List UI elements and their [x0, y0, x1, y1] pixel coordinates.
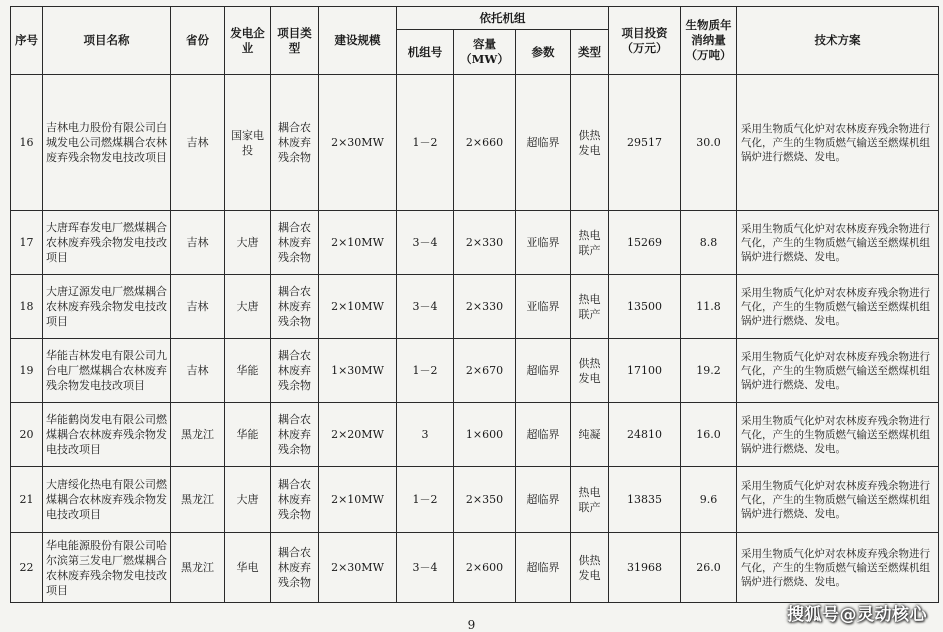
row-biomass: 30.0 [681, 75, 737, 211]
row-investment: 29517 [609, 75, 681, 211]
row-project-type: 耦合农林废弃残余物 [271, 275, 319, 339]
row-unit-no: 1－2 [397, 75, 454, 211]
row-seq: 17 [11, 211, 43, 275]
row-province: 吉林 [171, 339, 225, 403]
row-province: 黑龙江 [171, 533, 225, 603]
row-province: 吉林 [171, 75, 225, 211]
row-tech: 采用生物质气化炉对农林废弃残余物进行气化，产生的生物质燃气输送至燃煤机组锅炉进行燃烧、发电。 [737, 275, 939, 339]
row-province: 吉林 [171, 211, 225, 275]
row-investment: 13835 [609, 467, 681, 533]
row-unit-type: 供热发电 [571, 75, 609, 211]
row-project-type: 耦合农林废弃残余物 [271, 211, 319, 275]
row-scale: 2×20MW [319, 403, 397, 467]
row-scale: 2×30MW [319, 533, 397, 603]
row-seq: 18 [11, 275, 43, 339]
row-capacity: 1×600 [454, 403, 516, 467]
header-province: 省份 [171, 7, 225, 75]
row-project-type: 耦合农林废弃残余物 [271, 339, 319, 403]
row-unit-type: 纯凝 [571, 403, 609, 467]
row-tech: 采用生物质气化炉对农林废弃残余物进行气化，产生的生物质燃气输送至燃煤机组锅炉进行燃烧、发电。 [737, 403, 939, 467]
table-row [11, 339, 939, 403]
page-number: 9 [467, 618, 476, 632]
row-project-type: 耦合农林废弃残余物 [271, 75, 319, 211]
row-project-name: 华能吉林发电有限公司九台电厂燃煤耦合农林废弃残余物发电技改项目 [43, 339, 171, 403]
row-tech: 采用生物质气化炉对农林废弃残余物进行气化，产生的生物质燃气输送至燃煤机组锅炉进行燃烧、发电。 [737, 75, 939, 211]
row-unit-type: 热电联产 [571, 211, 609, 275]
row-company: 大唐 [225, 275, 271, 339]
header-biomass: 生物质年消纳量（万吨） [681, 7, 737, 75]
row-unit-type: 供热发电 [571, 533, 609, 603]
table-row [11, 275, 939, 339]
row-company: 华能 [225, 339, 271, 403]
row-capacity: 2×330 [454, 275, 516, 339]
row-seq: 22 [11, 533, 43, 603]
row-params: 亚临界 [516, 275, 571, 339]
row-biomass: 8.8 [681, 211, 737, 275]
row-investment: 24810 [609, 403, 681, 467]
row-project-type: 耦合农林废弃残余物 [271, 533, 319, 603]
table-row [11, 467, 939, 533]
row-project-name: 华电能源股份有限公司哈尔滨第三发电厂燃煤耦合农林废弃残余物发电技改项目 [43, 533, 171, 603]
row-unit-no: 3－4 [397, 275, 454, 339]
watermark-text: 搜狐号@灵动核心 [787, 605, 927, 625]
row-seq: 21 [11, 467, 43, 533]
header-investment: 项目投资（万元） [609, 7, 681, 75]
header-params: 参数 [516, 30, 571, 75]
header-unit-group: 依托机组 [397, 7, 609, 30]
row-params: 超临界 [516, 467, 571, 533]
row-project-name: 大唐珲春发电厂燃煤耦合农林废弃残余物发电技改项目 [43, 211, 171, 275]
row-params: 超临界 [516, 403, 571, 467]
header-scale: 建设规模 [319, 7, 397, 75]
row-project-name: 大唐辽源发电厂燃煤耦合农林废弃残余物发电技改项目 [43, 275, 171, 339]
row-company: 国家电投 [225, 75, 271, 211]
row-project-type: 耦合农林废弃残余物 [271, 403, 319, 467]
row-investment: 31968 [609, 533, 681, 603]
table-row [11, 533, 939, 603]
table-row [11, 211, 939, 275]
row-params: 超临界 [516, 339, 571, 403]
row-project-name: 大唐绥化热电有限公司燃煤耦合农林废弃残余物发电技改项目 [43, 467, 171, 533]
row-capacity: 2×350 [454, 467, 516, 533]
header-capacity: 容量（MW） [454, 30, 516, 75]
header-row-top [11, 7, 939, 30]
row-investment: 17100 [609, 339, 681, 403]
row-scale: 2×10MW [319, 211, 397, 275]
row-biomass: 16.0 [681, 403, 737, 467]
row-project-type: 耦合农林废弃残余物 [271, 467, 319, 533]
table-body [11, 75, 939, 603]
row-params: 超临界 [516, 533, 571, 603]
header-seq: 序号 [11, 7, 43, 75]
row-company: 华能 [225, 403, 271, 467]
row-biomass: 11.8 [681, 275, 737, 339]
header-company: 发电企业 [225, 7, 271, 75]
row-tech: 采用生物质气化炉对农林废弃残余物进行气化，产生的生物质燃气输送至燃煤机组锅炉进行燃烧、发电。 [737, 211, 939, 275]
row-unit-no: 3 [397, 403, 454, 467]
row-params: 亚临界 [516, 211, 571, 275]
row-biomass: 26.0 [681, 533, 737, 603]
row-project-name: 华能鹤岗发电有限公司燃煤耦合农林废弃残余物发电技改项目 [43, 403, 171, 467]
row-unit-no: 1－2 [397, 339, 454, 403]
row-capacity: 2×600 [454, 533, 516, 603]
row-investment: 15269 [609, 211, 681, 275]
header-project-type: 项目类型 [271, 7, 319, 75]
row-capacity: 2×670 [454, 339, 516, 403]
row-province: 黑龙江 [171, 403, 225, 467]
row-company: 大唐 [225, 467, 271, 533]
row-biomass: 9.6 [681, 467, 737, 533]
row-capacity: 2×660 [454, 75, 516, 211]
row-unit-no: 3－4 [397, 211, 454, 275]
table-row [11, 403, 939, 467]
row-params: 超临界 [516, 75, 571, 211]
row-province: 黑龙江 [171, 467, 225, 533]
row-biomass: 19.2 [681, 339, 737, 403]
row-investment: 13500 [609, 275, 681, 339]
row-tech: 采用生物质气化炉对农林废弃残余物进行气化，产生的生物质燃气输送至燃煤机组锅炉进行燃烧、发电。 [737, 339, 939, 403]
row-project-name: 吉林电力股份有限公司白城发电公司燃煤耦合农林废弃残余物发电技改项目 [43, 75, 171, 211]
row-seq: 19 [11, 339, 43, 403]
row-seq: 20 [11, 403, 43, 467]
header-type: 类型 [571, 30, 609, 75]
header-tech: 技术方案 [737, 7, 939, 75]
row-scale: 2×10MW [319, 467, 397, 533]
table-row [11, 75, 939, 211]
row-unit-type: 热电联产 [571, 467, 609, 533]
row-tech: 采用生物质气化炉对农林废弃残余物进行气化，产生的生物质燃气输送至燃煤机组锅炉进行燃烧、发电。 [737, 533, 939, 603]
row-scale: 1×30MW [319, 339, 397, 403]
row-unit-type: 供热发电 [571, 339, 609, 403]
row-seq: 16 [11, 75, 43, 211]
project-table [10, 6, 939, 603]
row-tech: 采用生物质气化炉对农林废弃残余物进行气化，产生的生物质燃气输送至燃煤机组锅炉进行燃烧、发电。 [737, 467, 939, 533]
row-scale: 2×10MW [319, 275, 397, 339]
row-province: 吉林 [171, 275, 225, 339]
header-project-name: 项目名称 [43, 7, 171, 75]
row-unit-type: 热电联产 [571, 275, 609, 339]
row-company: 华电 [225, 533, 271, 603]
row-capacity: 2×330 [454, 211, 516, 275]
header-unit-no: 机组号 [397, 30, 454, 75]
row-scale: 2×30MW [319, 75, 397, 211]
row-company: 大唐 [225, 211, 271, 275]
row-unit-no: 1－2 [397, 467, 454, 533]
row-unit-no: 3－4 [397, 533, 454, 603]
